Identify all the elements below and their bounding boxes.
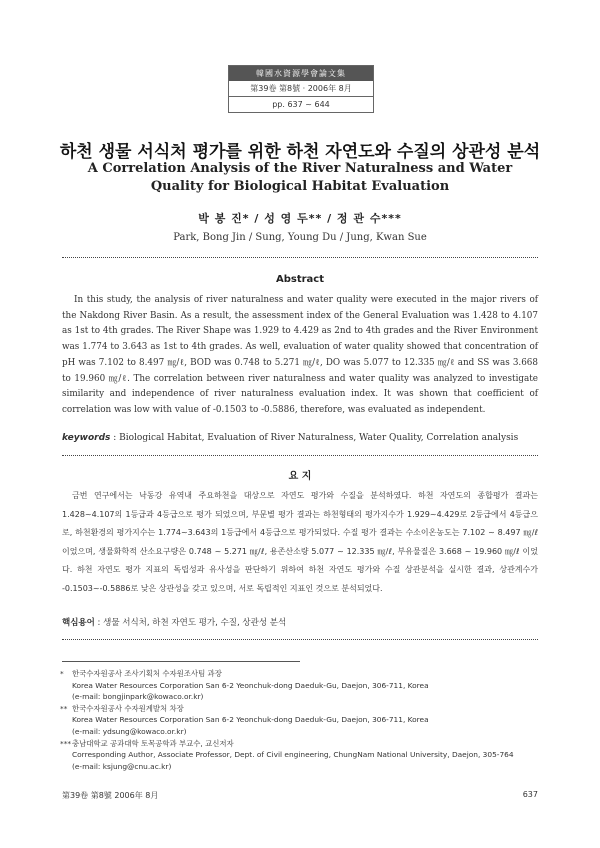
keywords-text: Biological Habitat, Evaluation of River Naturalness, Water Quality, Correlation analysis <box>119 433 519 443</box>
divider-top <box>62 257 538 258</box>
english-title: A Correlation Analysis of the River Naturalness and Water Quality for Biological Habitat Evaluation <box>87 161 513 194</box>
keywords-label: keywords <box>62 433 111 443</box>
keywords-separator: : <box>110 433 120 443</box>
footnotes <box>60 668 538 772</box>
footnote-email: (e-mail: ydsung@kowaco.or.kr) <box>72 726 187 736</box>
korean-summary-text: 금번 연구에서는 낙동강 유역내 주요하천을 대상으로 자연도 평가와 수질을 분석하였다. 하천 자연도의 종합평가 결과는 1.428~4.107의 1등급과 4등급으로 평가 되었으며, 부문별 평가 결과는 하천형태의 평가지수가 1.929~4.429로 2등급에서 4등급으로, 하천환경의 평가지수는 1.774~3.643의 1등급에서 4등급으로 평가되었다. 수질 평가 결과는 수소이온농도는 7.102 ~ 8.497 ㎎/ℓ이었으며, 생물화학적 산소요구량은 0.748 ~ 5.271 ㎎/ℓ, 용존산소량 5.077 ~ 12.335 ㎎/ℓ, 부유물질은 3.668 ~ 19.960 ㎎/ℓ 이었다. 하천 자연도 평가 지표의 독립성과 유사성을 판단하기 위하여 하천 자연도 평가와 수질 상관분석을 실시한 결과, 상관계수가 -0.1503~-0.5886로 낮은 상관성을 갖고 있으며, 서로 독립적인 지표인 것으로 분석되었다. <box>62 491 538 593</box>
korean-keywords-label: 핵심용어 <box>62 618 95 628</box>
footnote-email: (e-mail: ksjung@cnu.ac.kr) <box>72 761 172 771</box>
abstract-text: In this study, the analysis of river naturalness and water quality were executed in the major rivers of the Nakdong River Basin. As a result, the assessment index of the General Evaluation was 1.428 to 4.107 as 1st to 4th grades. The River Shape was 1.929 to 4.429 as 2nd to 4th grades and the River Environment was 1.774 to 3.643 as 1st to 4th grades. As well, evaluation of water quality showed that concentration of pH was 7.102 to 8.497 ㎎/ℓ, BOD was 0.748 to 5.271 ㎎/ℓ, DO was 5.077 to 12.335 ㎎/ℓ and SS was 3.668 to 19.960 ㎎/ℓ. The correlation between river naturalness and water quality was analyzed to investigate similarity and independence of river naturalness evaluation index. It was shown that coefficient of correlation was low with value of -0.1503 to -0.5886, therefore, was evaluated as independent. <box>62 295 538 415</box>
footnote-mark: * <box>60 669 64 678</box>
page-number: 637 <box>522 790 538 799</box>
authors-english: Park, Bong Jin / Sung, Young Du / Jung, Kwan Sue <box>173 232 427 243</box>
footer-journal-issue: 第39卷 第8號 2006年 8月 <box>62 791 159 800</box>
footnote-line: Korea Water Resources Corporation San 6-2 Yeonchuk-dong Daeduk-Gu, Daejon, 306-711, Korea <box>72 715 429 725</box>
footnote-line: Korea Water Resources Corporation San 6-2 Yeonchuk-dong Daeduk-Gu, Daejon, 306-711, Korea <box>72 680 429 690</box>
authors-korean-text: 박 봉 진* / 성 영 두** / 정 관 수*** <box>198 212 402 225</box>
korean-summary-heading: 요 지 <box>288 471 312 482</box>
journal-pages: pp. 637 ~ 644 <box>272 100 330 109</box>
korean-keywords-text: 생물 서식처, 하천 자연도 평가, 수질, 상관성 분석 <box>103 618 287 628</box>
journal-name: 韓國水資源學會論文集 <box>229 66 373 81</box>
divider-middle <box>62 455 538 456</box>
korean-title: 하천 생물 서식처 평가를 위한 하천 자연도와 수질의 상관성 분석 <box>59 142 541 162</box>
footnote-1 <box>60 668 538 703</box>
footnote-mark: *** <box>60 738 72 748</box>
footnote-separator <box>62 661 300 662</box>
footnote-line: 한국수자원공사 조사기획처 수자원조사팀 과장 <box>72 669 222 678</box>
authors-korean <box>0 210 600 226</box>
keywords-line <box>62 433 538 443</box>
footnote-line: Corresponding Author, Associate Professor, Dept. of Civil engineering, ChungNam National University, Daejon, 305-764 <box>72 750 514 760</box>
footnote-line: 한국수자원공사 수자원계발처 차장 <box>72 703 184 713</box>
divider-bottom <box>62 639 538 640</box>
footnote-email: (e-mail: bongjinpark@kowaco.or.kr) <box>72 692 204 702</box>
footnote-2 <box>60 703 538 738</box>
footnote-line: 충남대학교 공과대학 토목공학과 부교수, 교신저자 <box>72 738 234 748</box>
korean-keywords-separator: : <box>94 618 104 628</box>
korean-keywords-line <box>62 616 538 628</box>
abstract-heading: Abstract <box>275 274 325 285</box>
footnote-mark: ** <box>60 703 68 713</box>
journal-header-box <box>228 65 374 113</box>
footnote-3 <box>60 738 538 773</box>
journal-volume: 第39卷 第8號 · 2006年 8月 <box>229 81 373 97</box>
